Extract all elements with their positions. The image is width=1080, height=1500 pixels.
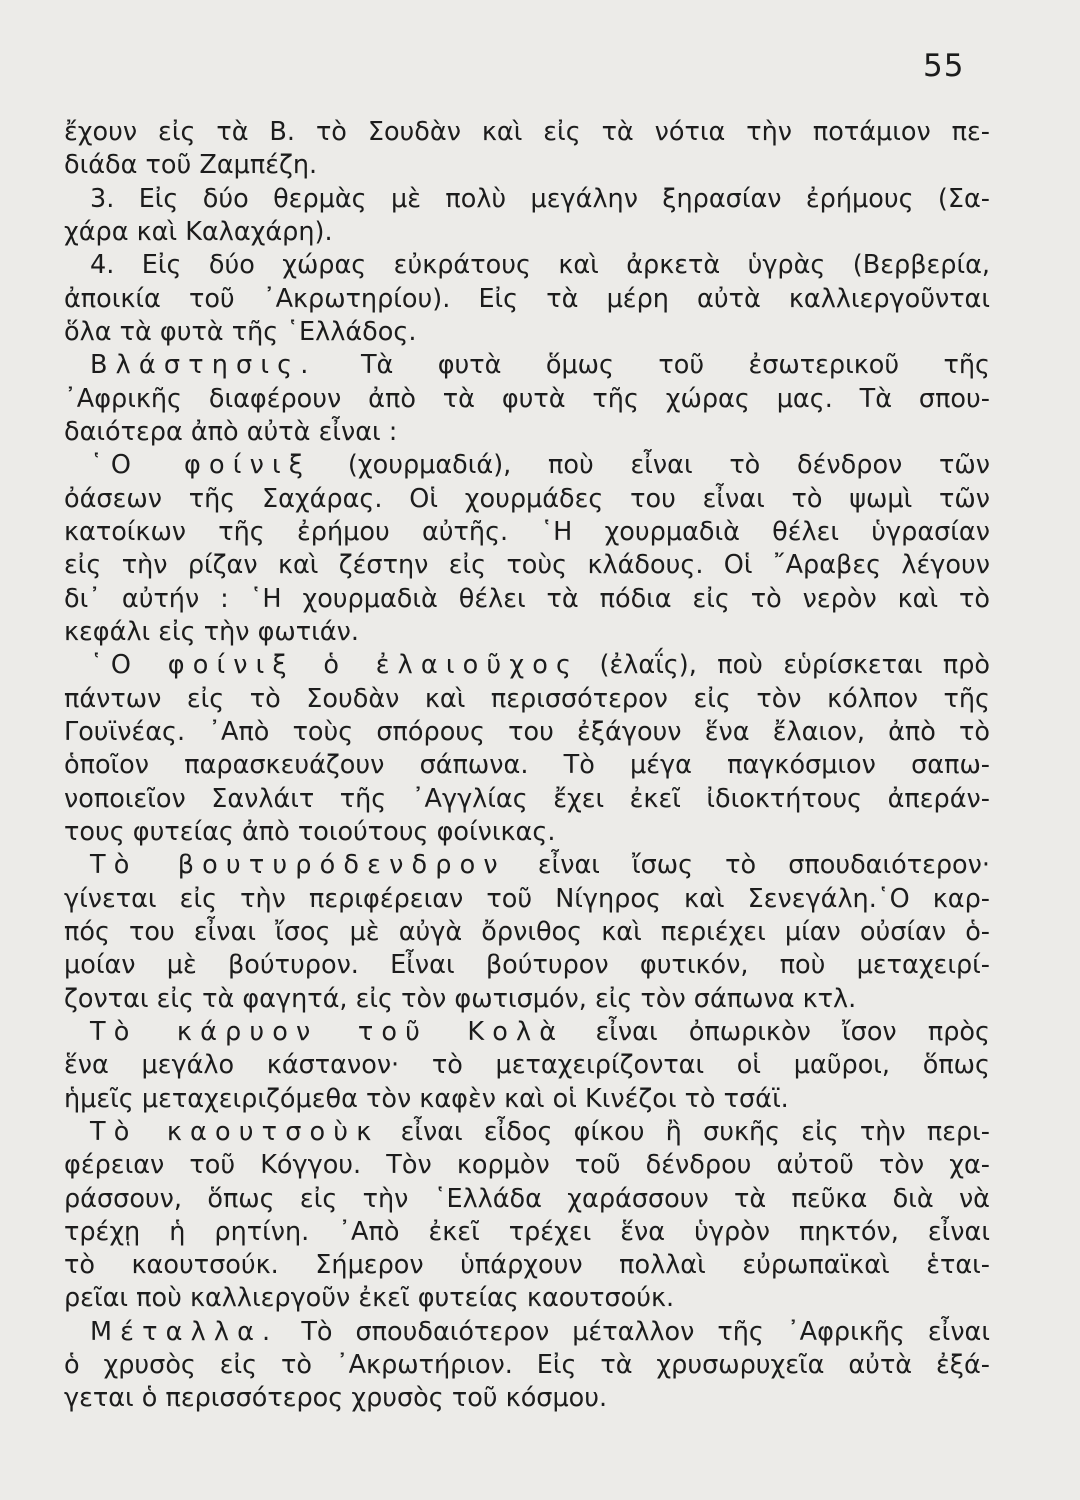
text-line: ἔχουν εἰς τὰ Β. τὸ Σουδὰν καὶ εἰς τὰ νότια τὴν ποτάμιον πε- bbox=[64, 117, 990, 147]
text-line: ἀποικία τοῦ ᾿Ακρωτηρίου). Εἰς τὰ μέρη αὐτὰ καλλιεργοῦνται bbox=[64, 283, 990, 314]
text-line bbox=[64, 449, 990, 482]
term-heading: Τὸ βουτυρόδενδρον bbox=[90, 850, 506, 881]
term-heading: Τὸ κάρυον τοῦ Κολὰ bbox=[90, 1016, 565, 1047]
text-run: εἶναι ἴσως τὸ σπουδαιότερον· bbox=[505, 850, 990, 881]
text-line: διάδα τοῦ Ζαμπέζη. bbox=[64, 150, 318, 181]
text-run: Τὰ φυτὰ ὅμως τοῦ ἐσωτερικοῦ τῆς bbox=[316, 350, 990, 381]
text-line: τὸ καουτσούκ. Σήμερον ὑπάρχουν πολλαὶ εὐρωπαϊκαὶ ἑται- bbox=[64, 1250, 990, 1281]
text-line: ρεῖαι ποὺ καλλιεργοῦν ἐκεῖ φυτείας καουτσούκ. bbox=[64, 1283, 675, 1314]
text-line: γίνεται εἰς τὴν περιφέρειαν τοῦ Νίγηρος καὶ Σενεγάλη.῾Ο καρ- bbox=[64, 883, 990, 914]
term-heading: Τὸ καουτσοὺκ bbox=[90, 1116, 380, 1147]
text-run: εἶναι ὀπωρικὸν ἴσον πρὸς bbox=[564, 1016, 990, 1047]
page-number: 55 bbox=[923, 48, 965, 84]
text-line: μοίαν μὲ βούτυρον. Εἶναι βούτυρον φυτικόν, ποὺ μεταχειρί- bbox=[64, 950, 990, 981]
text-run: (ἐλαΐς), ποὺ εὑρίσκεται πρὸ bbox=[579, 650, 990, 681]
section-heading: Μέταλλα. bbox=[90, 1316, 279, 1347]
text-line: ὁποῖον παρασκευάζουν σάπωνα. Τὸ μέγα παγκόσμιον σαπω- bbox=[64, 750, 990, 781]
text-line: δι᾿ αὐτήν : ῾Η χουρμαδιὰ θέλει τὰ πόδια εἰς τὸ νερὸν καὶ τὸ bbox=[64, 583, 990, 614]
text-line bbox=[64, 349, 990, 382]
text-line: πός του εἶναι ἴσος μὲ αὐγὰ ὄρνιθος καὶ περιέχει μίαν οὐσίαν ὁ- bbox=[64, 916, 990, 947]
text-line: τους φυτείας ἀπὸ τοιούτους φοίνικας. bbox=[64, 816, 556, 847]
text-line: γεται ὁ περισσότερος χρυσὸς τοῦ κόσμου. bbox=[64, 1383, 608, 1414]
text-line: ὁ χρυσὸς εἰς τὸ ᾿Ακρωτήριον. Εἰς τὰ χρυσωρυχεῖα αὐτὰ ἐξά- bbox=[64, 1350, 990, 1381]
text-line: τρέχῃ ἡ ρητίνη. ᾿Απὸ ἐκεῖ τρέχει ἕνα ὑγρὸν πηκτόν, εἶναι bbox=[64, 1216, 990, 1247]
text-line bbox=[64, 1016, 990, 1049]
text-line bbox=[64, 649, 990, 682]
text-line bbox=[64, 849, 990, 882]
text-line bbox=[64, 1316, 990, 1349]
section-heading: Βλάστησις. bbox=[90, 350, 317, 381]
text-line: χάρα καὶ Καλαχάρη). bbox=[64, 216, 333, 247]
text-line: δαιότερα ἀπὸ αὐτὰ εἶναι : bbox=[64, 416, 398, 447]
text-line: ὀάσεων τῆς Σαχάρας. Οἱ χουρμάδες του εἶναι τὸ ψωμὶ τῶν bbox=[64, 483, 990, 514]
text-line: νοποιεῖον Σανλάιτ τῆς ᾿Αγγλίας ἔχει ἐκεῖ ἰδιοκτήτους ἀπεράν- bbox=[64, 783, 990, 814]
term-heading: ῾Ο φοίνιξ bbox=[90, 450, 312, 481]
page-body bbox=[64, 116, 990, 1416]
term-heading: ῾Ο φοίνιξ ὁ ἐλαιοῦχος bbox=[90, 650, 580, 681]
text-line: 3. Εἰς δύο θερμὰς μὲ πολὺ μεγάλην ξηρασίαν ἐρήμους (Σα- bbox=[90, 183, 990, 214]
text-line: ζονται εἰς τὰ φαγητά, εἰς τὸν φωτισμόν, εἰς τὸν σάπωνα κτλ. bbox=[64, 983, 857, 1014]
text-line: ᾿Αφρικῆς διαφέρουν ἀπὸ τὰ φυτὰ τῆς χώρας μας. Τὰ σπου- bbox=[64, 383, 990, 414]
text-line: εἰς τὴν ρίζαν καὶ ζέστην εἰς τοὺς κλάδους. Οἱ ῎Αραβες λέγουν bbox=[64, 550, 990, 581]
text-line: πάντων εἰς τὸ Σουδὰν καὶ περισσότερον εἰς τὸν κόλπον τῆς bbox=[64, 683, 990, 714]
text-run: Τὸ σπουδαιότερον μέταλλον τῆς ᾿Αφρικῆς εἶναι bbox=[278, 1316, 990, 1347]
text-line: φέρειαν τοῦ Κόγγου. Τὸν κορμὸν τοῦ δένδρου αὐτοῦ τὸν χα- bbox=[64, 1150, 990, 1181]
text-run: (χουρμαδιά), ποὺ εἶναι τὸ δένδρον τῶν bbox=[311, 450, 991, 481]
text-line: 4. Εἰς δύο χώρας εὐκράτους καὶ ἀρκετὰ ὑγρὰς (Βερβερία, bbox=[90, 250, 990, 281]
text-line: ὅλα τὰ φυτὰ τῆς ῾Ελλάδος. bbox=[64, 316, 417, 347]
text-line: ράσσουν, ὅπως εἰς τὴν ῾Ελλάδα χαράσσουν τὰ πεῦκα διὰ νὰ bbox=[64, 1183, 990, 1214]
text-line: κεφάλι εἰς τὴν φωτιάν. bbox=[64, 616, 359, 647]
text-run: εἶναι εἶδος φίκου ἢ συκῆς εἰς τὴν περι- bbox=[379, 1116, 990, 1147]
text-line: Γουϊνέας. ᾿Απὸ τοὺς σπόρους του ἐξάγουν ἕνα ἔλαιον, ἀπὸ τὸ bbox=[64, 716, 990, 747]
text-line: κατοίκων τῆς ἐρήμου αὐτῆς. ῾Η χουρμαδιὰ θέλει ὑγρασίαν bbox=[64, 516, 990, 547]
text-line: ἕνα μεγάλο κάστανον· τὸ μεταχειρίζονται οἱ μαῦροι, ὅπως bbox=[64, 1050, 990, 1081]
text-line: ἡμεῖς μεταχειριζόμεθα τὸν καφὲν καὶ οἱ Κινέζοι τὸ τσάϊ. bbox=[64, 1083, 789, 1114]
text-line bbox=[64, 1116, 990, 1149]
